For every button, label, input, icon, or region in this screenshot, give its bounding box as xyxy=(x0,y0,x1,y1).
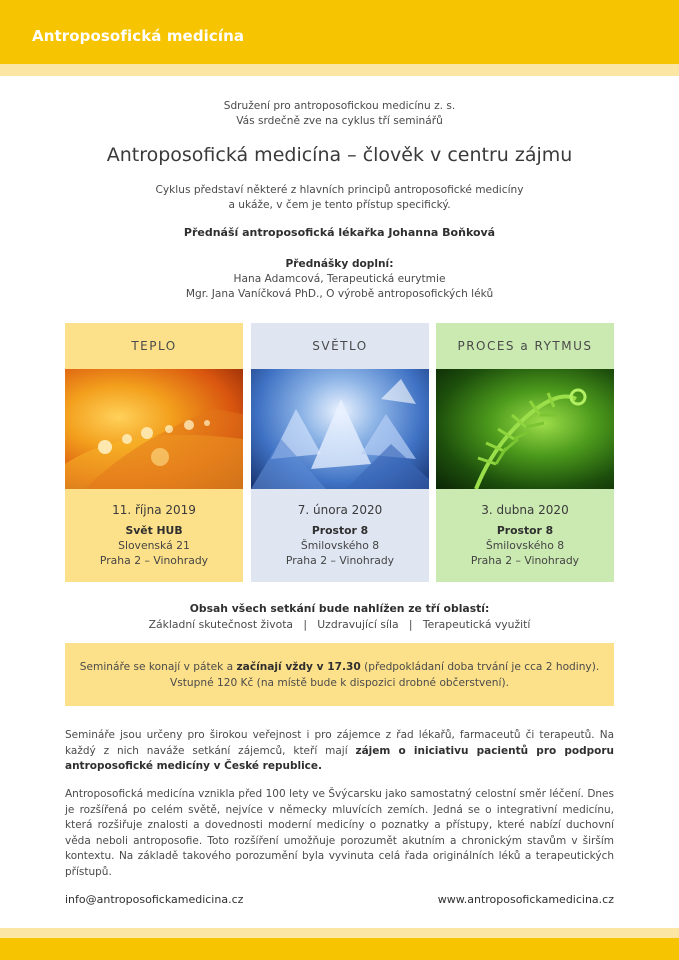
seminar-street: Šmilovského 8 xyxy=(485,539,565,552)
page-title: Antroposofická medicína – člověk v centru zájmu xyxy=(106,144,573,166)
seminar-image-fern xyxy=(436,369,614,489)
supplement-item: Mgr. Jana Vaníčková PhD., O výrobě antroposofických léků xyxy=(185,288,494,300)
areas-list: Základní skutečnost života | Uzdravující síla | Terapeutická využití xyxy=(148,618,531,631)
seminar-date: 11. října 2019 xyxy=(112,503,196,517)
seminar-card-svetlo xyxy=(251,323,429,582)
supplement-item: Hana Adamcová, Terapeutická eurytmie xyxy=(233,273,446,285)
header-strip xyxy=(0,64,679,76)
footer-email[interactable]: info@antroposofickamedicina.cz xyxy=(65,893,244,906)
seminar-date: 3. dubna 2020 xyxy=(481,503,569,517)
seminar-city: Praha 2 – Vinohrady xyxy=(99,554,209,567)
intro xyxy=(0,99,679,129)
crystals-picture xyxy=(251,369,429,489)
seminar-info xyxy=(251,489,429,582)
footer-strip xyxy=(0,928,679,938)
notice-text: (předpokládaní doba trvání je cca 2 hodiny). xyxy=(360,661,600,673)
seminar-info xyxy=(65,489,243,582)
paragraph-audience xyxy=(65,728,614,775)
footer-band xyxy=(0,938,679,960)
notice-line: Vstupné 120 Kč (na místě bude k dispozici drobné občerstvení). xyxy=(170,677,509,689)
seminar-card-proces xyxy=(436,323,614,582)
fern-picture xyxy=(436,369,614,489)
notice-time: začínají vždy v 17.30 xyxy=(236,661,361,673)
areas-heading: Obsah všech setkání bude nahlížen ze tří oblastí: xyxy=(189,602,490,615)
seminar-venue: Prostor 8 xyxy=(496,524,554,537)
seminar-city: Praha 2 – Vinohrady xyxy=(470,554,580,567)
seminar-venue: Prostor 8 xyxy=(311,524,369,537)
paragraph-history: Antroposofická medicína vznikla před 100 lety ve Švýcarsku jako samostatný celostní směr léčení. Dnes je rozšířená po celém světě, nejvíce v německy mluvících zemích. Jedná se o integrativní medicínu, která rozšiřuje znalosti a dovednosti moderní medicíny o poznatky a přístupy, které nabízí duchovní věda neboli antroposofie. Toto rozšíření umožňuje porozumět akutním a chronickým stavům v širším kontextu. Na základě takového porozumění byla vyvinuta celá řada originálních léků a terapeutických přístupů. xyxy=(65,788,614,878)
seminar-card-teplo xyxy=(65,323,243,582)
paragraph-emphasis: zájem o iniciativu pacientů pro podporu antroposofické medicíny v České republice. xyxy=(65,744,615,772)
subtitle-line: Cyklus představí některé z hlavních principů antroposofické medicíny xyxy=(155,184,524,196)
seminar-street: Slovenská 21 xyxy=(118,539,190,552)
seminar-image-drops xyxy=(65,369,243,489)
notice-box xyxy=(65,643,614,706)
seminar-city: Praha 2 – Vinohrady xyxy=(285,554,395,567)
notice-line xyxy=(65,659,614,675)
intro-line: Vás srdečně zve na cyklus tří seminářů xyxy=(236,115,443,127)
notice-text: Semináře se konají v pátek a xyxy=(79,661,237,673)
brand-logo: Antroposofická medicína xyxy=(32,27,245,45)
paragraph-text: Semináře jsou určeny pro širokou veřejnost i pro zájemce z řad lékařů, farmaceutů či terapeutů. Na každý z nich naváže setkání zájemců, kteří mají xyxy=(65,729,614,757)
drops-picture xyxy=(65,369,243,489)
seminar-image-crystals xyxy=(251,369,429,489)
seminar-street: Šmilovského 8 xyxy=(300,539,380,552)
seminar-info xyxy=(436,489,614,582)
footer-website[interactable]: www.antroposofickamedicina.cz xyxy=(437,893,614,906)
seminar-date: 7. února 2020 xyxy=(297,503,383,517)
subtitle-line: a ukáže, v čem je tento přístup specifický. xyxy=(228,199,451,211)
lecturer: Přednáší antroposofická lékařka Johanna Boňková xyxy=(183,226,496,239)
supplement-heading: Přednášky doplní: xyxy=(285,258,394,270)
intro-line: Sdružení pro antroposofickou medicínu z. s. xyxy=(223,100,456,112)
seminar-venue: Svět HUB xyxy=(125,524,183,537)
seminar-theme: TEPLO xyxy=(131,339,177,353)
areas xyxy=(0,601,679,633)
seminar-theme: SVĚTLO xyxy=(312,339,368,353)
supplement xyxy=(0,257,679,302)
subtitle xyxy=(0,183,679,213)
seminar-theme: PROCES a RYTMUS xyxy=(457,339,593,353)
